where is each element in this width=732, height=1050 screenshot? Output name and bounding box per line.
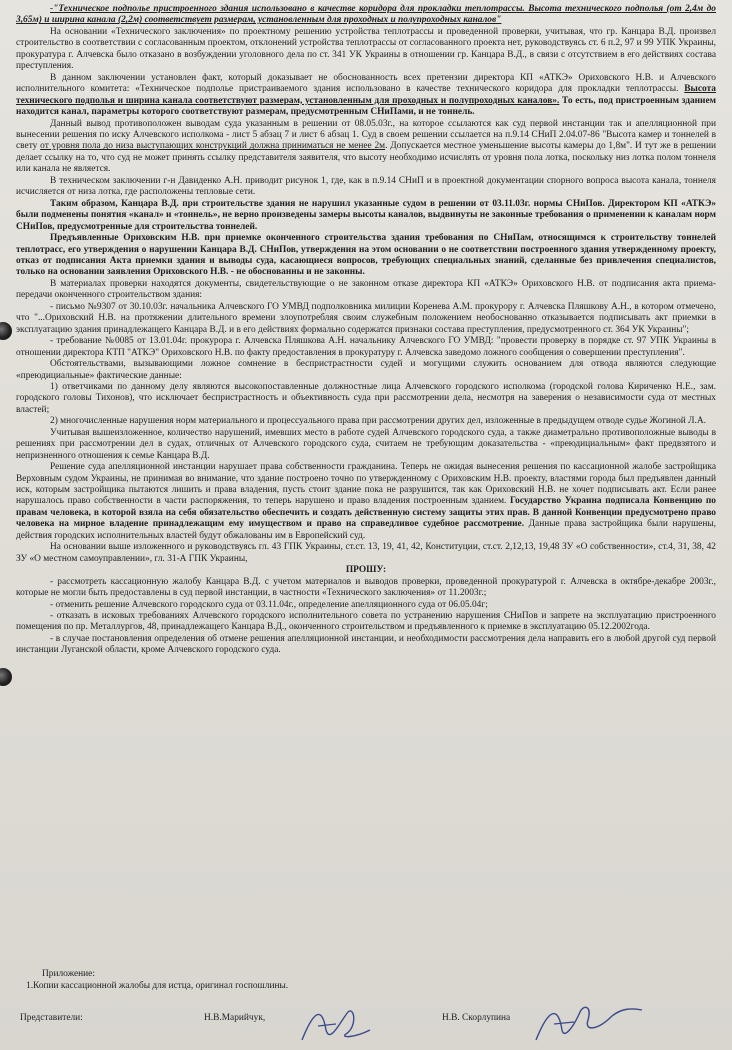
paragraph: 1) ответчиками по данному делу являются высокопоставленные должностные лица Алчевского городского исполкома (городской голова Кириченко Н.Е., зам. городского головы Тихонов), что исключает беспристрастность и объективность суда при рассмотрении дела, несмотря на заверения о независимости суда от местных властей; — [16, 381, 716, 415]
paragraph: Обстоятельствами, вызывающими ложное сомнение в беспристрастности судей и могущими служить основанием для отвода являются следующие «преюдициальные» фактические данные: — [16, 359, 716, 381]
request-item: - отменить решение Алчевского городского суда от 03.11.04г., определение апелляционного суда от 06.05.04г; — [50, 599, 488, 610]
request-item: - отказать в исковых требованиях Алчевского городского исполнительного совета по устранению нарушения СНиПов и запрете на эксплуатацию пристроенного помещения по пр. Металлургов, 48, принадлежащего Канцара В.Д., оконченного строительством и предъявленного к приемке в эксплуатацию 05.12.2002года. — [16, 611, 716, 633]
representative-name: Н.В.Марийчук, — [204, 1013, 266, 1023]
representative-name: Н.В. Скорлупина — [442, 1013, 511, 1023]
paragraph: Решение суда апелляционной инстанции нарушает права собственности гражданина. Теперь не ожидая вынесения решения по кассационной жалобе застройщика Верховным судом Украины, не принимая во внимание, что здание построено точно по утвержденному с Ориховским Н.В. проекту, властями города был предъявлен данный иск, которым застройщика пытаются лишить и права владения, пусть стоит здание пока не разрушится, так как Ориховский Н.В. не хочет подписывать акт. Если ранее нарушалось право собственности в части распоряжения, то теперь нарушено и право владения построенным зданием. Государство Украина подписала Конвенцию по правам человека, в которой взяла на себя обязательство обеспечить и создать действенную систему защиты этих прав. В данной Конвенции предусмотрено право человека на мирное владение принадлежащим ему имуществом и право на справедливое судебное рассмотрение. Данные права застройщика были нарушены, действия городских исполнительных властей будут обжалованы им в Европейский суд. — [16, 462, 716, 541]
paragraph: В материалах проверки находятся документы, свидетельствующие о не законном отказе директора КП «АТКЭ» Ориховского Н.В. от подписания акта приема-передачи оконченного строительством здания: — [16, 278, 716, 301]
signature-mark — [296, 1000, 376, 1048]
paragraph: В техническом заключении г-н Давиденко А.Н. приводит рисунок 1, где, как в п.9.14 СНиП и в проектной документации спорного вопроса высота канала, тоннеля исчисляется от низа лотка, где расположены тепловые сети. — [16, 175, 716, 198]
appendix-item: 1.Копии кассационной жалобы для истца, оригинал госпошлины. — [26, 981, 289, 991]
paragraph: На основании выше изложенного и руководствуясь гл. 43 ГПК Украины, ст.ст. 13, 19, 41, 42, Конституции, ст.ст. 2,12,13, 19,48 ЗУ «О собственности», ст.4, 31, 38, 42 ЗУ «О местном самоуправлении», гл. 31-А ГПК Украины, — [16, 542, 716, 564]
emphasis: То есть, под пристроенным зданием находится канал, параметры которого соответствуют размерам, предусмотренным СНиПами, и не тоннель. — [16, 95, 717, 118]
document-heading: -"Техническое подполье пристроенного здания использовано в качестве коридора для прокладки теплотрассы. Высота технического подполья (от 2,4м до 3,65м) и ширина канала (2,2м) соответствует размерам, установленным для проходных и полупроходных каналов" — [16, 4, 716, 26]
document-body — [16, 4, 716, 657]
representatives-label: Представители: — [20, 1013, 83, 1023]
paragraph: Таким образом, Канцара В.Д. при строительстве здания не нарушил указанные судом в решении от 03.11.03г. нормы СНиПов. Директором КП «АТКЭ» были подменены понятия «канал» и «тоннель», не верно произведены замеры высоты каналов, выдвинуты не законные требования о применении к каналам норм СНиПов, предусмотренные для строительства тоннелей. — [16, 198, 716, 232]
paragraph: В данном заключении установлен факт, который доказывает не обоснованность всех претензии директора КП «АТКЭ» Ориховского Н.В. и Алчевского исполнительного комитета: «Техническое подполье пристраиваемого здания использовано в качестве технического коридора для прокладки теплотрассы. Высота технического подполья и ширина канала соответствуют размерам, установленным для проходных и полупроходных каналов». То есть, под пристроенным зданием находится канал, параметры которого соответствуют размерам, предусмотренным СНиПами, и не тоннель. — [16, 72, 717, 118]
request-item: - в случае постановления определения об отмене решения апелляционной инстанции, и необходимости рассмотрения дела направить его в любой другой суд первой инстанции Луганской области, кроме Алчевского городского суда. — [16, 633, 716, 656]
paragraph: - письмо №9307 от 30.10.03г. начальника Алчевского ГО УМВД подполковника милиции Коренева А.М. прокурору г. Алчевска Пляшкову А.Н., в котором отмечено, что "...Ориховский Н.В. на протяжении длительного времени злоупотребляя своим служебным положением необоснованно отказывается подписывать акт приемки в эксплуатацию здания принадлежащего Канцара В.Д. и в его действиях формально содержатся признаки состава преступления, предусмотренного ст. 364 УК Украины"; — [16, 301, 716, 335]
signature-mark — [528, 996, 648, 1048]
appendix — [16, 968, 716, 992]
paragraph: Учитывая вышеизложенное, количество нарушений, имевших место в работе судей Алчевского городского суда, а также диаметрально противоположные выводы в решениях при рассмотрении дел в судах, отличных от Алчевского городского суда, считаем не требующим доказательства - «преюдициальным» факт предвзятого и непризненного отношения к семье Канцара В.Д. — [16, 427, 716, 461]
emphasis: Государство Украина подписала Конвенцию по правам человека, в которой взяла на себя обязательство обеспечить и создать действенную систему защиты этих прав. В данной Конвенции предусмотрено право человека на мирное владение принадлежащим ему имуществом и право на справедливое судебное рассмотрение. — [16, 496, 716, 530]
paragraph: Данный вывод противоположен выводам суда указанным в решении от 08.05.03г., на которое ссылаются как суд первой инстанции так и апелляционной при вынесении решения по иску Алчевского исполкома - лист 5 абзац 7 и лист 6 абзац 1. Суд в своем решении ссылается на п.9.14 СНиП 2.04.07-86 "Высота камер и тоннелей в свету от уровня пола до низа выступающих конструкций должна приниматься не менее 2м. Допускается местное уменьшение высоты камеры до 1,8м". И тут же в решении делает ссылку на то, что суд не может принять ссылку представителя заявителя, что высоту необходимо исчислять от уровня пола лотка, поскольку низ лотка полом тоннеля или канала не является. — [16, 118, 716, 175]
request-heading: ПРОШУ: — [345, 565, 387, 576]
emphasis: Высота технического подполья и ширина канала соответствуют размерам, установленным для проходных и полупроходных каналов». — [16, 84, 716, 106]
underlined-text: от уровня пола до низа выступающих конструкций должна приниматься не менее 2м — [40, 141, 386, 152]
request-item: - рассмотреть кассационную жалобу Канцара В.Д. с учетом материалов и выводов проверки, проведенной прокуратурой г. Алчевска в октябре-декабре 2003г., которые не могли быть предоставлены в суд первой инстанции, в частности «Технического заключения» от 11.2003г.; — [16, 576, 716, 599]
paragraph: На основании «Технического заключения» по проектному решению устройства теплотрассы и проведенной проверки, учитывая, что гр. Канцара В.Д. произвел строительство в соответствии с согласованным проектом, отклонений устройства теплотрассы от согласованного проекта нет, руководствуясь ст. 6 п.2, 97 и 99 УПК Украины, прокуратура г. Алчевска было отказано в возбуждении уголовного дела по ст. 341 УК Украины в отношении гр. Канцара В.Д., в связи с отсутствием в его действиях состава преступления. — [16, 26, 716, 72]
appendix-label: Приложение: — [42, 969, 95, 979]
punch-hole — [0, 322, 12, 340]
paragraph: - требование №0085 от 13.01.04г. прокурора г. Алчевска Пляшкова А.Н. начальнику Алчевского ГО УМВД: "провести проверку в порядке ст. 97 УПК Украины в отношении директора КТП "АТКЭ" Ориховского Н.В. по факту предоставления в прокуратуру г. Алчевска заведомо ложного сообщения о совершении преступления". — [16, 336, 716, 358]
paragraph: 2) многочисленные нарушения норм материального и процессуального права при рассмотрении других дел, изложенные в предыдущем отводе судье Жогиной Л.А. — [50, 416, 706, 427]
paragraph: Предъявленные Ориховским Н.В. при приемке оконченного строительства здания требования по СНиПам, относящимся к строительству тоннелей теплотрасс, его утверждения о нарушении Канцара В.Д. СНиПов, утверждения на этом основании о не соответствии построенного здания утвержденному проекту, отказ от подписания Акта приемки здания и выводы суда, касающиеся вопросов, требующих специальных знаний, сделанные без привлечения специалистов, только на основании заявления Ориховского Н.В. - не обоснованны и не законны. — [16, 233, 716, 278]
punch-hole — [0, 668, 12, 686]
